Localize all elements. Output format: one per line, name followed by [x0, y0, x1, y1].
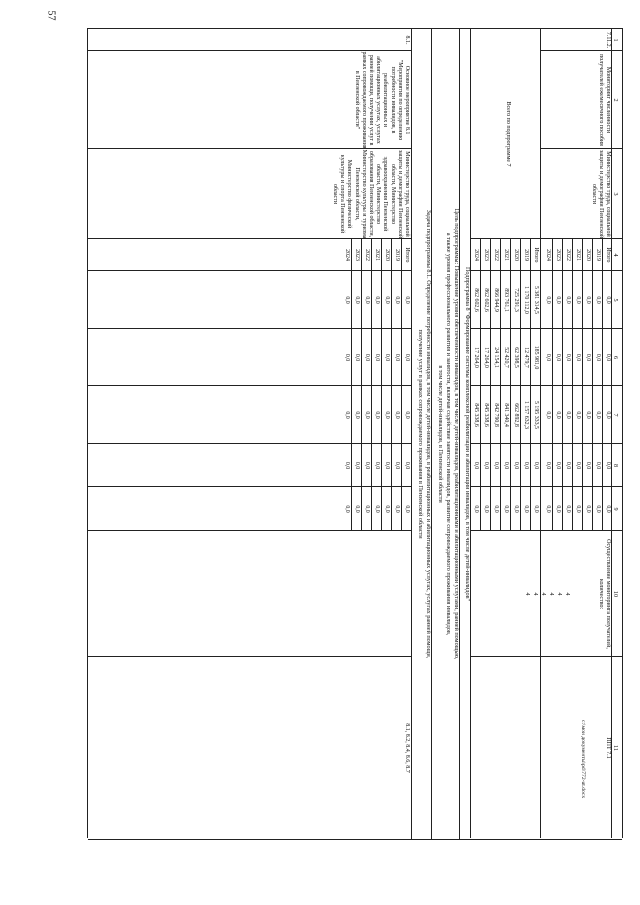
indicator-value: 4 [531, 592, 538, 595]
total7-cell: 24 154,1 [490, 329, 501, 386]
r8-cell: 0,0 [401, 444, 412, 487]
r7-cell: 0,0 [572, 329, 583, 386]
r7-cell: 0,0 [552, 487, 563, 531]
total7-cell: 0,0 [472, 504, 479, 513]
r7-cell: 0,0 [572, 487, 583, 531]
r7-cell: 0,0 [544, 353, 551, 361]
subprogram-8-task-line: Задача подпрограммы 8.1. Определение потребности инвалидов, в том числе детей-инвалидов, в реабилитационных и абилитационных услугах, услугах ранней помощи, [424, 209, 432, 658]
r7-cell: 0,0 [582, 444, 593, 487]
r7-cell: 2021 [572, 239, 583, 271]
r7-cell: 0,0 [592, 329, 603, 386]
r8-cell: 0,0 [401, 386, 412, 444]
r8-cell: 2020 [381, 239, 392, 271]
r8-cell: 0,0 [401, 271, 412, 329]
indicator-value: 4 [523, 592, 530, 595]
total7-col-6 [471, 328, 541, 386]
subprogram-8-title [459, 28, 471, 840]
empty-cell [471, 656, 541, 840]
indicator-value: 4 [563, 592, 570, 595]
total7-cell: 185 981,0 [530, 329, 541, 386]
total7-cell: 0,0 [510, 444, 521, 487]
column-number-header: 6 [612, 328, 622, 386]
total7-cell: 2023 [480, 239, 491, 271]
r8-cell: 0,0 [361, 386, 372, 444]
r7-cell: 0,0 [602, 386, 613, 444]
total7-cell: 0,0 [500, 444, 511, 487]
total7-cell: 17 264,0 [472, 346, 479, 368]
total7-cell: 0,0 [490, 487, 501, 531]
total7-cell: Итого [530, 239, 541, 271]
total7-cell: 17 264,0 [480, 329, 491, 386]
total7-cell: 1 170 112,0 [520, 271, 531, 329]
r8-col-6 [88, 328, 412, 386]
r8-cell: 0,0 [343, 504, 350, 513]
total7-cell: 862 602,6 [480, 271, 491, 329]
subprogram-8-task [411, 28, 432, 840]
row-code: 7.11.2. [541, 28, 613, 51]
total7-cell: 0,0 [472, 461, 479, 469]
r7-cell: 0,0 [572, 271, 583, 329]
total7-cell: 0,0 [490, 444, 501, 487]
total7-cell: 62 398,5 [510, 329, 521, 386]
total7-cell: 2022 [490, 239, 501, 271]
column-number-header: 8 [612, 443, 622, 487]
column-number-header: 1 [612, 28, 622, 51]
column-number-header: 3 [612, 148, 622, 239]
r7-col-8 [541, 443, 613, 487]
r8-cell: 0,0 [343, 410, 350, 419]
r7-cell: 0,0 [592, 444, 603, 487]
total7-cell: 842 790,8 [490, 386, 501, 444]
r7-cell: 0,0 [552, 444, 563, 487]
r7-cell: 0,0 [572, 444, 583, 487]
column-number-header: 9 [612, 486, 622, 531]
total7-cell: 866 944,9 [490, 271, 501, 329]
total7-cell: 0,0 [500, 487, 511, 531]
r8-cell: 0,0 [381, 271, 392, 329]
column-number-header: 5 [612, 270, 622, 329]
r8-cell: 0,0 [381, 386, 392, 444]
r8-cell: Итого [401, 239, 412, 271]
total7-cell: 845 338,6 [480, 386, 491, 444]
indicator-value: 4 [547, 592, 554, 595]
total7-cell: 5 381 314,5 [530, 271, 541, 329]
column-number-header: 4 [612, 238, 622, 271]
column-number-header: 7 [612, 385, 622, 444]
r8-cell: 2021 [371, 239, 382, 271]
r8-cell: 2022 [361, 239, 372, 271]
total7-cell: 1 157 632,3 [520, 386, 531, 444]
r7-cell: 0,0 [544, 295, 551, 304]
total7-cell: 2020 [510, 239, 521, 271]
r7-cell: 0,0 [562, 386, 573, 444]
total7-cell: 2024 [472, 248, 479, 261]
r8-cell: 0,0 [391, 487, 402, 531]
r7-cell: 2022 [562, 239, 573, 271]
r7-cell: 0,0 [592, 271, 603, 329]
subprogram-8-goal-line: а также уровня профессионального развития и занятости, включая содействие занятости инвалидов, развитие сопровождаемого проживания инвалидов, [444, 232, 452, 635]
column-number-header: 11 [612, 656, 622, 840]
r8-cell: 0,0 [371, 487, 382, 531]
r8-cell: 2019 [391, 239, 402, 271]
r8-cell: 0,0 [391, 271, 402, 329]
r7-cell: 2023 [552, 239, 563, 271]
total7-col-8 [471, 443, 541, 487]
subprogram-8-title-line: Подпрограмма 8 "Формирование системы комплексной реабилитации и абилитации инвалидов, в том числе детей-инвалидов" [463, 266, 471, 601]
r8-col-4 [88, 238, 412, 271]
empty-cell [88, 530, 412, 657]
r7-cell: 0,0 [552, 386, 563, 444]
r7-cell: 0,0 [602, 271, 613, 329]
r8-cell: 0,0 [343, 353, 350, 361]
r7-cell: 0,0 [602, 444, 613, 487]
r8-cell: 0,0 [351, 444, 362, 487]
empty-cell [471, 530, 541, 657]
r8-cell: 0,0 [391, 444, 402, 487]
total7-block [470, 28, 541, 838]
r7-cell: 0,0 [572, 386, 583, 444]
r7-cell: 0,0 [602, 329, 613, 386]
total7-cell: 725 291,3 [510, 271, 521, 329]
total7-cell: 662 892,8 [510, 386, 521, 444]
indicator-value: 4 [555, 592, 562, 595]
r8-col-9 [88, 486, 412, 531]
total7-col-4 [471, 238, 541, 271]
r7-cell: 0,0 [592, 487, 603, 531]
r8-cell: 0,0 [381, 444, 392, 487]
total7-cell: 0,0 [480, 444, 491, 487]
total7-cell: 0,0 [520, 444, 531, 487]
r7-cell: 0,0 [544, 504, 551, 513]
r7-cell: 2020 [582, 239, 593, 271]
r8-cell: 0,0 [371, 386, 382, 444]
r7-cell: 0,0 [562, 271, 573, 329]
total-label: Всего по подпрограмме 7 [471, 28, 541, 239]
r8-col-7 [88, 385, 412, 444]
r7-cell: Итого [602, 239, 613, 271]
total7-cell: 0,0 [530, 444, 541, 487]
r8-cell: 0,0 [361, 271, 372, 329]
total7-col-9 [471, 486, 541, 531]
indicator-text: Осуществление мониторинга получателей, количество: [597, 538, 611, 649]
total7-col-7 [471, 385, 541, 444]
r8-cell: 0,0 [381, 487, 392, 531]
total7-cell: 2019 [520, 239, 531, 271]
r7-cell: 0,0 [582, 487, 593, 531]
footer-file-path: c:\мои документы\pd\772-ut.docx [580, 720, 586, 799]
r8-cell: 0,0 [351, 329, 362, 386]
row-executor: Министерство труда, социальной защиты и демографии Пензенской области [541, 148, 613, 239]
r8-col-8 [88, 443, 412, 487]
row-code: 8.1. [88, 28, 412, 51]
r8-cell: 0,0 [381, 329, 392, 386]
row-ppt: 8.1, 8.2, 8.4, 8.6, 8.7 [88, 656, 412, 840]
r7-cell: 0,0 [562, 444, 573, 487]
r7-cell: 0,0 [592, 386, 603, 444]
r8-cell: 0,0 [361, 329, 372, 386]
total7-cell: 2021 [500, 239, 511, 271]
r7-cell: 0,0 [602, 487, 613, 531]
r8-cell: 0,0 [343, 295, 350, 304]
total7-cell: 52 420,7 [500, 329, 511, 386]
r8-cell: 0,0 [351, 271, 362, 329]
r8-cell: 0,0 [371, 444, 382, 487]
page-number: 57 [45, 10, 57, 21]
row-name: Мониторинг численности получателей ежемесячного пособия [541, 50, 613, 149]
total7-cell: 5 195 333,5 [530, 386, 541, 444]
r8-cell: 2023 [351, 239, 362, 271]
r7-col-6 [541, 328, 613, 386]
subprogram-8-goal-line: Цель подпрограммы: Повышение уровня обеспеченности инвалидов, в том числе детей-инвалидов, реабилитационными и абилитационными услугами, ранней помощью, [452, 208, 460, 659]
r7-cell: 0,0 [552, 271, 563, 329]
total7-cell: 862 602,6 [472, 287, 479, 312]
total7-cell: 0,0 [520, 487, 531, 531]
r8-cell: 0,0 [351, 487, 362, 531]
subprogram-8-task-line: получение услуг в рамках сопровождаемого проживания в Пензенской области [416, 328, 424, 539]
r8-cell: 0,0 [401, 487, 412, 531]
r7-col-9 [541, 486, 613, 531]
r7-cell: 0,0 [562, 487, 573, 531]
r7-cell: 2024 [544, 248, 551, 261]
r8-cell: 0,0 [351, 386, 362, 444]
r7-col-4 [541, 238, 613, 271]
r8-block [87, 28, 412, 838]
r7-cell: 0,0 [544, 410, 551, 419]
r8-cell: 0,0 [361, 487, 372, 531]
r8-cell: 0,0 [391, 329, 402, 386]
r8-cell: 2024 [343, 248, 350, 261]
r7-col-5 [541, 270, 613, 329]
r8-cell: 0,0 [361, 444, 372, 487]
r8-cell: 0,0 [371, 329, 382, 386]
subprogram-8-goal-line: в том числе детей-инвалидов, в Пензенской области [437, 364, 444, 503]
indicator-value: 4 [539, 592, 546, 595]
column-number-header: 2 [612, 50, 622, 149]
total7-cell: 0,0 [510, 487, 521, 531]
r7-col-7 [541, 385, 613, 444]
r8-col-5 [88, 270, 412, 329]
total7-col-5 [471, 270, 541, 329]
budget-table [88, 28, 623, 838]
r8-cell: 0,0 [371, 271, 382, 329]
r7-cell: 0,0 [582, 329, 593, 386]
total7-cell: 12 479,7 [520, 329, 531, 386]
r8-cell: 0,0 [391, 386, 402, 444]
r7-cell: 2019 [592, 239, 603, 271]
row-executor: Министерство труда, социальной защиты и демографии Пензенской области, Министерство здравоохранения Пензенской области, Министерство образования Пензенской области, Министерство культуры и туризма Пензенской области, Министерство физической культуры и спорта Пензенской области [88, 148, 412, 239]
r7-cell: 0,0 [544, 461, 551, 469]
total7-cell: 841 340,4 [500, 386, 511, 444]
column-number-header: 10 [612, 530, 622, 657]
subprogram-8-goal [431, 28, 460, 840]
r7-cell: 0,0 [582, 386, 593, 444]
r7-cell: 0,0 [562, 329, 573, 386]
total7-cell: 0,0 [480, 487, 491, 531]
indicator-cell [523, 530, 613, 657]
r7-cell: 0,0 [582, 271, 593, 329]
r7-cell: 0,0 [552, 329, 563, 386]
total7-cell: 0,0 [530, 487, 541, 531]
row-name: Основное мероприятие 8.1 "Мероприятия по определению потребности инвалидов, в реабилитационных и абилитационных услугах, услугах ранней помощи, получении услуг в рамках сопровождаемого проживания в Пензенской области" [88, 50, 412, 149]
total7-cell: 893 761,1 [500, 271, 511, 329]
r8-cell: 0,0 [401, 329, 412, 386]
r8-cell: 0,0 [343, 461, 350, 469]
row-ppt: ППТ 7.1 [541, 656, 613, 840]
total7-cell: 845 338,6 [472, 402, 479, 427]
